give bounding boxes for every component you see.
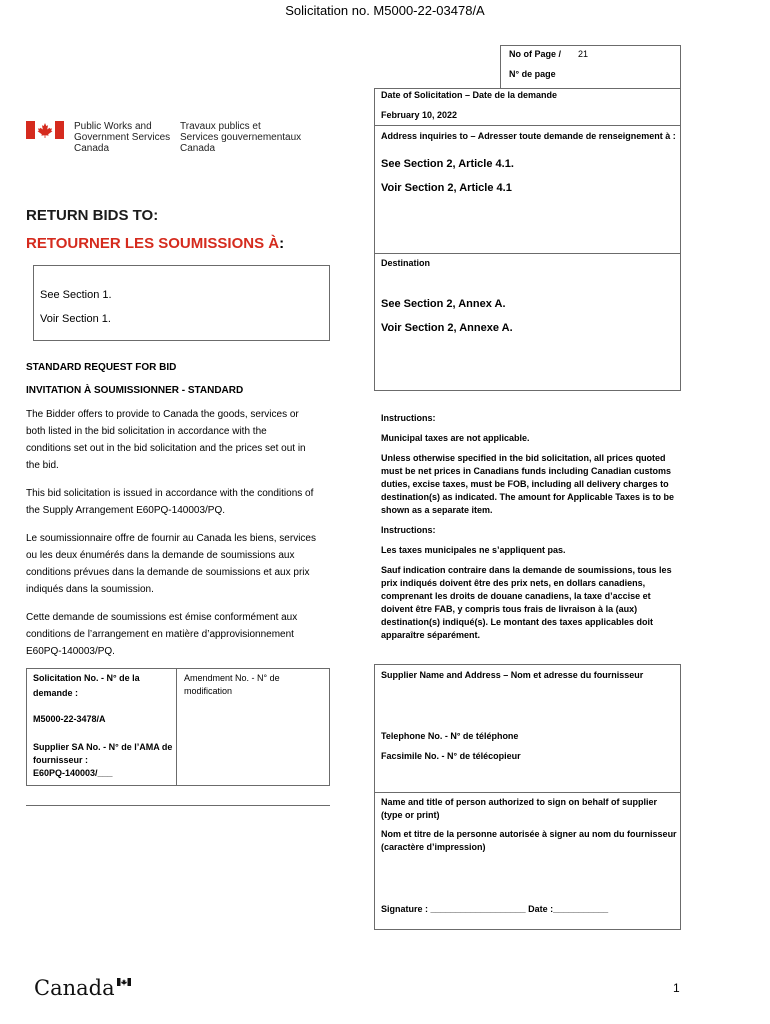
return-bids-box xyxy=(33,265,330,341)
page-number: 1 xyxy=(673,981,680,995)
supply-arrangement-paragraph: This bid solicitation is issued in accordance with the conditions of the Supply Arrangement E60PQ-140003/PQ. xyxy=(26,488,314,516)
authorized-signatory-fr: Nom et titre de la personne autorisée à signer au nom du fournisseur (caractère d’impression) xyxy=(381,829,677,852)
return-bids-title-fr: RETOURNER LES SOUMISSIONS À: xyxy=(26,235,285,252)
canada-flag-icon xyxy=(26,121,64,139)
supplier-sa-label: Supplier SA No. - N° de l’AMA de fournisseur : E60PQ-140003/___ xyxy=(33,742,173,778)
page-count-value: 21 xyxy=(578,49,589,59)
date-label: Date of Solicitation – Date de la demande xyxy=(381,90,558,100)
return-bids-title-en: RETURN BIDS TO: xyxy=(26,207,159,224)
municipal-taxes-en: Municipal taxes are not applicable. xyxy=(381,433,530,443)
department-name-fr: Travaux publics et Services gouvernementaux Canada xyxy=(180,121,302,154)
address-inquiries-label: Address inquiries to – Adresser toute demande de renseignement à : xyxy=(381,131,676,141)
demande-paragraph: Cette demande de soumissions est émise conformément aux conditions de l’arrangement en matière d’approvisionnement E60PQ-140003/PQ. xyxy=(26,612,298,657)
prices-paragraph-en: Unless otherwise specified in the bid solicitation, all prices quoted must be net prices in Canadians funds including Canadian customs duties, excise taxes, must be FOB, including all delivery charges to destination(s) as indicated. The amount for Applicable Taxes is to be shown as a separate item. xyxy=(381,453,675,515)
standard-heading-fr: INVITATION À SOUMISSIONNER - STANDARD xyxy=(26,385,244,396)
wordmark-flag-icon xyxy=(117,967,131,975)
authorized-signatory-en: Name and title of person authorized to sign on behalf of supplier (type or print) xyxy=(381,797,658,820)
soumissionnaire-paragraph: Le soumissionnaire offre de fournir au Canada les biens, services ou les deux énumérés dans la demande de soumissions aux conditions prévues dans la demande de soumissions et aux prix indiqués dans la soumission. xyxy=(26,533,316,595)
prices-paragraph-fr: Sauf indication contraire dans la demande de soumissions, tous les prix indiqués doivent être des prix nets, en dollars canadiens, comprenant les droits de douane canadiens, la taxe d’accise et doivent être FAB, y compris tous frais de livraison à la (aux) destination(s) indiqué(s). Le montant des taxes applicables doit apparaître séparément. xyxy=(381,565,672,640)
page-count-label-en: No of Page / xyxy=(509,49,562,59)
amendment-number-label: Amendment No. - N° de modification xyxy=(184,673,280,696)
department-name-en: Public Works and Government Services Canada xyxy=(74,121,171,154)
bidder-offer-paragraph: The Bidder offers to provide to Canada the goods, services or both listed in the bid solicitation in accordance with the conditions set out in the bid solicitation and the prices set out in the bid. xyxy=(26,409,306,471)
telephone-label: Telephone No. - N° de téléphone xyxy=(381,731,519,741)
canada-wordmark: Canada xyxy=(34,976,135,1000)
destination-line1: See Section 2, Annex A. xyxy=(381,298,506,310)
instructions-en-title: Instructions: xyxy=(381,413,436,423)
page-count-label-fr: N° de page xyxy=(509,69,556,79)
signature-date-line: Signature : ___________________ Date :___________ xyxy=(381,904,609,914)
solicitation-number-value: M5000-22-3478/A xyxy=(33,714,106,724)
address-inquiries-line2: Voir Section 2, Article 4.1 xyxy=(381,182,512,194)
destination-line2: Voir Section 2, Annexe A. xyxy=(381,322,513,334)
destination-label: Destination xyxy=(381,258,431,268)
address-inquiries-line1: See Section 2, Article 4.1. xyxy=(381,158,514,170)
solicitation-header: Solicitation no. M5000-22-03478/A xyxy=(285,3,485,18)
supplier-name-label: Supplier Name and Address – Nom et adresse du fournisseur xyxy=(381,670,644,680)
solicitation-number-label: Solicitation No. - N° de la demande : xyxy=(33,673,140,698)
municipal-taxes-fr: Les taxes municipales ne s’appliquent pas. xyxy=(381,545,566,555)
return-bids-line1: See Section 1. xyxy=(40,289,112,301)
return-bids-line2: Voir Section 1. xyxy=(40,313,111,325)
date-value: February 10, 2022 xyxy=(381,110,458,120)
standard-heading-en: STANDARD REQUEST FOR BID xyxy=(26,362,177,373)
instructions-fr-title: Instructions: xyxy=(381,525,436,535)
facsimile-label: Facsimile No. - N° de télécopieur xyxy=(381,751,521,761)
